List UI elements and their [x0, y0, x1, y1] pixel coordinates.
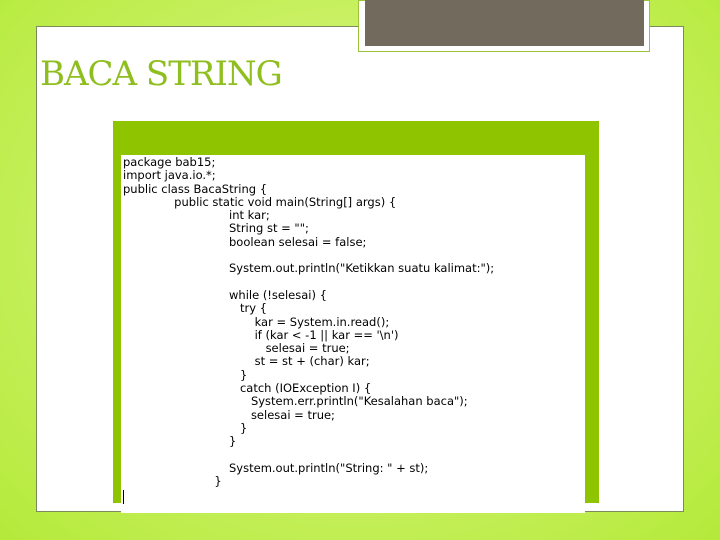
- code-line: boolean selesai = false;: [123, 234, 367, 249]
- code-line: System.out.println("Ketikkan suatu kalimat:");: [123, 261, 495, 276]
- code-line: selesai = true;: [123, 407, 335, 422]
- code-line: System.out.println("String: " + st);: [123, 460, 429, 475]
- code-line: }: [123, 420, 248, 435]
- code-line: import java.io.*;: [123, 168, 216, 183]
- code-line: kar = System.in.read();: [123, 314, 390, 329]
- code-line: package bab15;: [123, 155, 216, 169]
- code-line: catch (IOException I) {: [123, 381, 372, 396]
- text-cursor: [123, 490, 129, 504]
- code-line: public class BacaString {: [123, 181, 268, 196]
- code-line: try {: [123, 301, 267, 316]
- code-line: }: [123, 367, 248, 382]
- code-line: }: [123, 434, 237, 449]
- slide-title: BACA STRING: [40, 54, 282, 94]
- code-line: public static void main(String[] args) {: [123, 194, 397, 209]
- code-line: System.err.println("Kesalahan baca");: [123, 394, 468, 409]
- code-line: if (kar < -1 || kar == '\n'): [123, 327, 399, 342]
- code-line: int kar;: [123, 208, 270, 223]
- code-line: while (!selesai) {: [123, 287, 327, 302]
- header-decoration-block: [365, 0, 644, 46]
- code-line: }: [123, 474, 222, 489]
- code-line: String st = "";: [123, 221, 309, 236]
- code-listing: [123, 156, 494, 488]
- code-line: st = st + (char) kar;: [123, 354, 370, 369]
- code-line: selesai = true;: [123, 341, 350, 356]
